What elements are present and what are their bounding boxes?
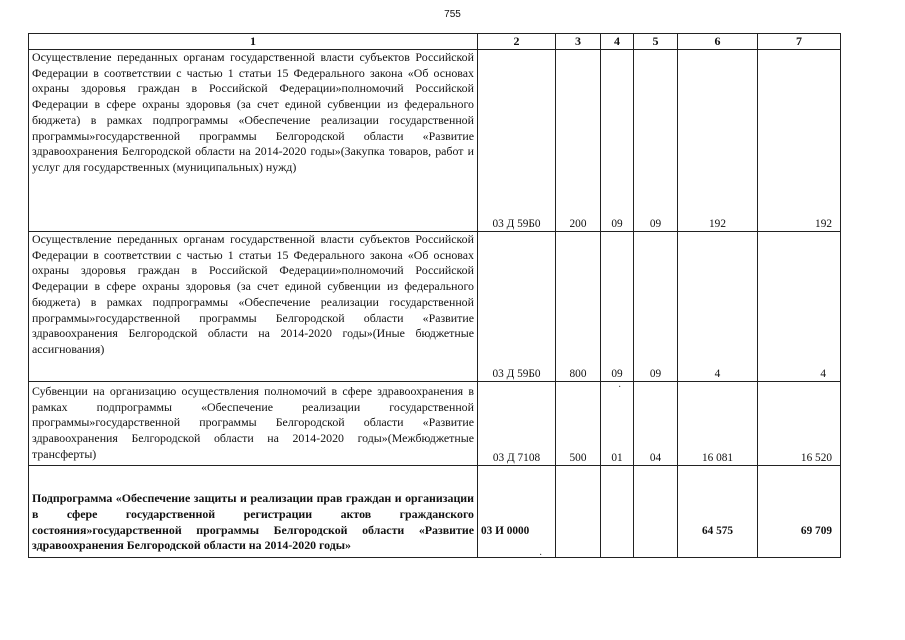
row-description: Осуществление переданных органам государственной власти субъектов Российской Федерации в соответствии с частью 1 статьи 15 Федерального закона «Об основах охраны здоровья граждан в Российской Федерации»полномочий Российской Федерации в сфере охраны здоровья (за счет единой субвенции из федерального бюджета) в рамках подпрограммы «Обеспечение реализации государственной программы»государственной программы Белгородской области «Развитие здравоохранения Белгородской области на 2014-2020 годы»(Иные бюджетные ассигнования): [29, 232, 478, 382]
scan-speck: ·: [539, 550, 543, 561]
row-sum-b: 192: [758, 50, 841, 232]
row-sum-a: 64 575: [678, 466, 758, 558]
row-rz: 01: [601, 382, 634, 466]
row-pr: [634, 466, 678, 558]
table-row: [29, 382, 841, 466]
header-col-3: 3: [556, 34, 601, 50]
row-sum-b: 16 520: [758, 382, 841, 466]
row-rz: 09: [601, 232, 634, 382]
row-description: Субвенции на организацию осуществления полномочий в сфере здравоохранения в рамках подпрограммы «Обеспечение реализации государственной программы»государственной программы Белгородской области «Развитие здравоохранения Белгородской области на 2014-2020 годы»(Межбюджетные трансферты): [29, 382, 478, 466]
row-sum-b: 4: [758, 232, 841, 382]
row-vr: 500: [556, 382, 601, 466]
row-pr: 04: [634, 382, 678, 466]
row-pr: 09: [634, 50, 678, 232]
row-sum-a: 192: [678, 50, 758, 232]
table-header-row: [29, 34, 841, 50]
row-code: 03 Д 7108: [478, 382, 556, 466]
row-vr: 200: [556, 50, 601, 232]
row-code: 03 И 0000: [478, 466, 556, 558]
header-col-5: 5: [634, 34, 678, 50]
row-vr: 800: [556, 232, 601, 382]
page-number: 755: [444, 9, 461, 20]
header-col-6: 6: [678, 34, 758, 50]
table-row: [29, 466, 841, 558]
row-sum-a: 16 081: [678, 382, 758, 466]
scan-speck: ·: [618, 382, 622, 393]
row-code: 03 Д 59Б0: [478, 50, 556, 232]
row-description: Осуществление переданных органам государственной власти субъектов Российской Федерации в соответствии с частью 1 статьи 15 Федерального закона «Об основах охраны здоровья граждан в Российской Федерации»полномочий Российской Федерации в сфере охраны здоровья (за счет единой субвенции из федерального бюджета) в рамках подпрограммы «Обеспечение реализации государственной программы»государственной программы Белгородской области «Развитие здравоохранения Белгородской области на 2014-2020 годы»(Закупка товаров, работ и услуг для государственных (муниципальных) нужд): [29, 50, 478, 232]
row-sum-b: 69 709: [758, 466, 841, 558]
budget-table: [28, 33, 841, 558]
row-code: 03 Д 59Б0: [478, 232, 556, 382]
row-pr: 09: [634, 232, 678, 382]
row-rz: 09: [601, 50, 634, 232]
row-vr: [556, 466, 601, 558]
header-col-7: 7: [758, 34, 841, 50]
table-row: [29, 50, 841, 232]
row-rz: [601, 466, 634, 558]
header-col-2: 2: [478, 34, 556, 50]
table-row: [29, 232, 841, 382]
header-col-1: 1: [29, 34, 478, 50]
row-description: Подпрограмма «Обеспечение защиты и реализации прав граждан и организации в сфере государственной регистрации актов гражданского состояния»государственной программы Белгородской области «Развитие здравоохранения Белгородской области на 2014-2020 годы»: [29, 466, 478, 558]
header-col-4: 4: [601, 34, 634, 50]
row-sum-a: 4: [678, 232, 758, 382]
